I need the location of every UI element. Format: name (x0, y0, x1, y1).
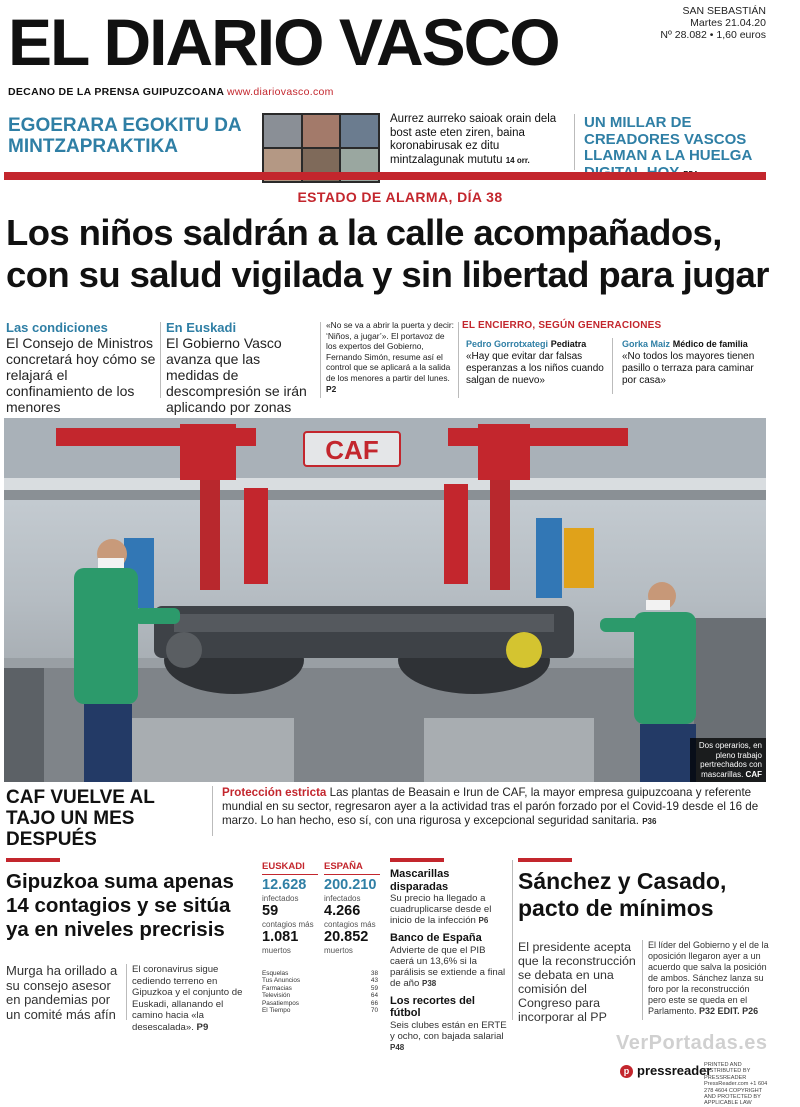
quote-gorrotxategi (466, 338, 604, 387)
person-quote: «Hay que evitar dar falsas esperanzas a los niños cuando salgan de nuevo» (466, 351, 604, 386)
teaser-mintzalagunak[interactable] (390, 113, 566, 167)
deaths-count: 1.081 (262, 929, 299, 945)
quote-text: «No se va a abrir la puerta y decir: ‘Niños, a jugar’». El portavoz de los expertos del Gobierno, Fernando Simón, resume así el control que se aplicará a la salida de los menores a partir del lunes. (326, 320, 455, 383)
tagline (8, 86, 334, 98)
sub-euskadi[interactable] (166, 320, 316, 415)
deaths-label: muertos (262, 946, 291, 955)
infected-label: infectados (262, 894, 299, 903)
index-row[interactable]: Farmacias 59 (262, 984, 378, 992)
divider (512, 860, 513, 1020)
caption-text: Dos operarios, en pleno trabajo pertrechados con mascarillas. (698, 741, 762, 779)
infected-count: 200.210 (324, 877, 377, 893)
divider (160, 322, 161, 398)
section-marker (6, 858, 60, 862)
new-cases-count: 59 (262, 903, 279, 919)
date: Martes 21.04.20 (690, 17, 766, 29)
issue-number-price: Nº 28.082 • 1,60 euros (660, 29, 766, 41)
brief-body: Seis clubes están en ERTE y ocho, con bajada salarial P48 (390, 1019, 507, 1052)
infected-label: infectados (324, 894, 361, 903)
new-cases-count: 4.266 (324, 903, 361, 919)
section-bar (4, 172, 766, 180)
divider (458, 322, 459, 398)
section-marker (518, 858, 572, 862)
brief-title: Mascarillas disparadas (390, 868, 450, 893)
person-name: Pedro Gorrotxategi (466, 339, 549, 349)
brief-body: Su precio ha llegado a cuadruplicarse desde el inicio de la infección P6 (390, 893, 492, 926)
factory-illustration (4, 418, 766, 782)
briefs-column (390, 868, 508, 1059)
section-index (262, 970, 378, 1014)
divider (212, 786, 213, 836)
masthead-info (660, 5, 766, 41)
masthead-title: EL DIARIO VASCO (8, 5, 559, 79)
caf-body-text: Las plantas de Beasain e Irun de CAF, la mayor empresa guipuzcoana y referente mundial en su sector, regresaron ayer a la actividad tras el parón forzado por el Covid-19 desde el 16 de marzo. Lo han hecho, eso sí, con una rigurosa y excepcional seguridad sanitaria. (222, 786, 759, 827)
stats-label: ESPAÑA (324, 861, 380, 875)
person-quote: «No todos los mayores tienen pasillo o terraza para caminar por casa» (622, 351, 755, 386)
sanchez-casado-sub[interactable]: El presidente acepta que la reconstrucción se debata en una comisión del Congreso para incorporar al PP (518, 940, 636, 1024)
index-row[interactable]: Esquelas 38 (262, 970, 378, 977)
brief-banco-espana[interactable] (390, 932, 508, 989)
watermark: VerPortadas.es (616, 1032, 768, 1054)
main-headline[interactable]: Los niños saldrán a la calle acompañados, con su salud vigilada y sin libertad para jugar (6, 212, 769, 295)
new-cases-label: contagios más (262, 920, 314, 929)
caf-story[interactable] (222, 786, 770, 828)
new-cases-label: contagios más (324, 920, 376, 929)
city: SAN SEBASTIÁN (682, 5, 766, 17)
encierro-title: EL ENCIERRO, SEGÚN GENERACIONES (462, 320, 662, 331)
caf-sign: CAF (325, 435, 379, 465)
gipuzkoa-sub[interactable]: Murga ha orillado a su consejo asesor en pandemias por un comité más afín (6, 963, 118, 1022)
divider (126, 964, 127, 1020)
caf-lead: Protección estricta (222, 786, 327, 799)
photo-credit: CAF (745, 769, 762, 779)
page-ref: P36 (642, 816, 657, 826)
pressreader-icon: p (620, 1065, 633, 1078)
tagline-text: DECANO DE LA PRENSA GUIPUZCOANA (8, 86, 224, 98)
page-ref: 14 orr. (505, 155, 530, 165)
divider (642, 940, 643, 1020)
stats-label: EUSKADI (262, 861, 318, 875)
pressreader-brand: pressreader (637, 1063, 712, 1078)
index-row[interactable]: El Tiempo 70 (262, 1007, 378, 1015)
quote-maiz (622, 338, 760, 387)
divider (320, 322, 321, 398)
page-ref: P2 (326, 383, 337, 394)
page-ref: P32 EDIT. P26 (699, 1006, 759, 1016)
index-row[interactable]: Tus Anuncios 43 (262, 977, 378, 985)
divider (574, 114, 575, 170)
sub-title: En Euskadi (166, 320, 237, 335)
website-link[interactable]: www.diariovasco.com (227, 86, 334, 98)
brief-futbol[interactable] (390, 995, 508, 1053)
sub-condiciones[interactable] (6, 320, 156, 415)
pressreader-logo (620, 1063, 711, 1078)
stats-euskadi (262, 861, 318, 956)
brief-title: Banco de España (390, 932, 482, 944)
main-kicker: ESTADO DE ALARMA, DÍA 38 (297, 189, 503, 205)
teaser-mintzapraktika[interactable]: EGOERARA EGOKITU DA MINTZAPRAKTIKA (8, 115, 241, 157)
photo-caption (690, 738, 766, 782)
sanchez-body-text: El líder del Gobierno y el de la oposición llegaron ayer a un acuerdo que salva la posición de ambos. Sánchez lanza su foro por la reconstrucción pero este se queda en el Parlamento. (648, 940, 769, 1016)
stats-espana (324, 861, 380, 956)
sub-body: El Consejo de Ministros concretará hoy cómo se relajará el confinamiento de los menores (6, 335, 156, 415)
deaths-count: 20.852 (324, 929, 369, 945)
index-row[interactable]: Televisión 64 (262, 992, 378, 1000)
quote-simon[interactable] (326, 320, 454, 394)
encierro-box[interactable] (462, 320, 762, 386)
person-role: Pediatra (550, 339, 587, 349)
sanchez-casado-headline[interactable]: Sánchez y Casado, pacto de mínimos (518, 868, 727, 921)
sub-body: El Gobierno Vasco avanza que las medidas de descompresión se irán aplicando por zonas (166, 335, 307, 415)
section-marker (390, 858, 444, 862)
sanchez-casado-body[interactable] (648, 940, 770, 1017)
infected-count: 12.628 (262, 877, 307, 893)
page-ref: P9 (196, 1021, 209, 1033)
pressreader-notice: PRINTED AND DISTRIBUTED BY PRESSREADER PressReader.com +1 604 278 4604 COPYRIGHT AND PROTECTED BY APPLICABLE LAW (704, 1062, 768, 1107)
brief-title: Los recortes del fútbol (390, 994, 475, 1019)
brief-body: Advierte de que el PIB caerá un 13,6% si la parálisis se extiende a final de año P38 (390, 944, 506, 989)
caf-headline[interactable]: CAF VUELVE AL TAJO UN MES DESPUÉS (6, 787, 155, 850)
gipuzkoa-headline[interactable]: Gipuzkoa suma apenas 14 contagios y se sitúa ya en niveles precrisis (6, 870, 234, 941)
gipuzkoa-body[interactable] (132, 964, 250, 1034)
brief-mascarillas[interactable] (390, 868, 508, 926)
sub-title: Las condiciones (6, 320, 108, 335)
gipuzkoa-body-text: El coronavirus sigue cediendo terreno en Gipuzkoa y el conjunto de Euskadi, allanando el camino hacia «la desescalada». (132, 964, 243, 1033)
caf-factory-photo (4, 418, 766, 782)
person-role: Médico de familia (672, 339, 748, 349)
divider (612, 338, 613, 394)
deaths-label: muertos (324, 946, 353, 955)
teaser-mid-text: Aurrez aurreko saioak orain dela bost aste eten ziren, baina koronabirusak ez ditu mintzalagunak mututu (390, 113, 557, 166)
person-name: Gorka Maiz (622, 339, 671, 349)
teaser-right-text: UN MILLAR DE CREADORES VASCOS LLAMAN A LA HUELGA (584, 114, 752, 164)
index-row[interactable]: Pasatiempos 66 (262, 999, 378, 1007)
